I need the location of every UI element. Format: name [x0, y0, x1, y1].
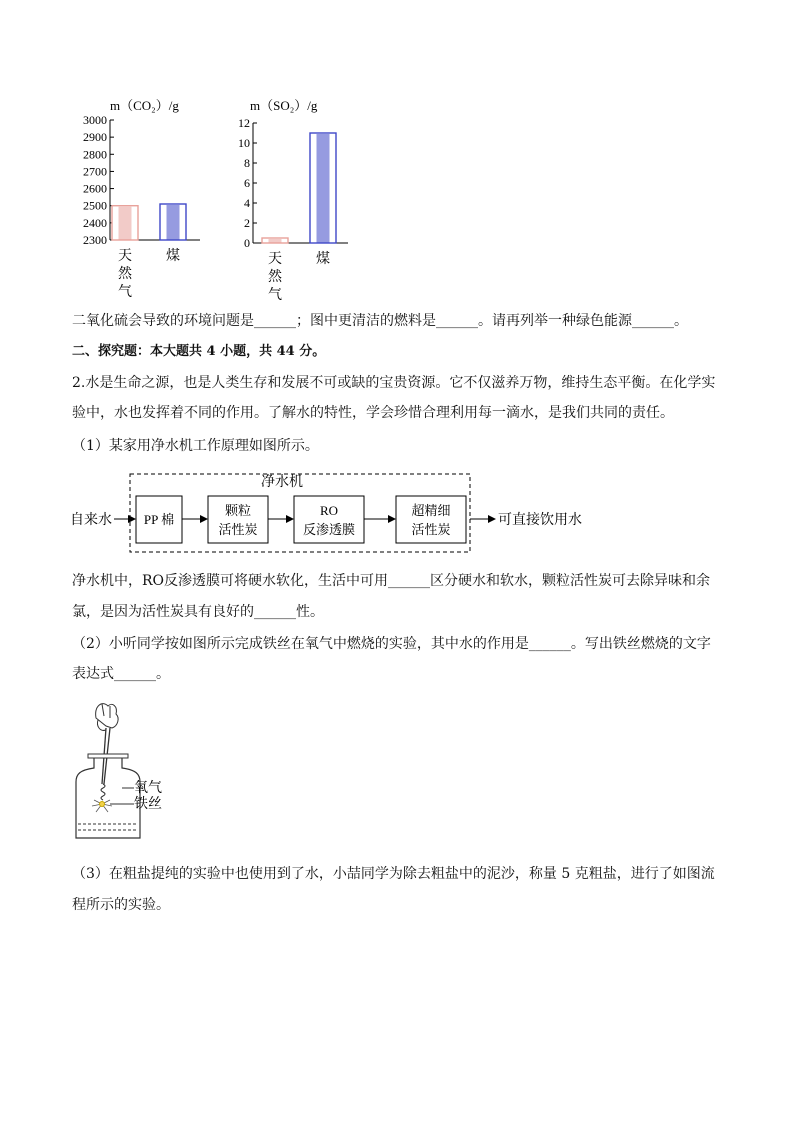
so2-tick-label: 6 [244, 176, 250, 190]
q2-part-1: （1）某家用净水机工作原理如图所示。 [72, 438, 319, 454]
combustion-charts [60, 90, 380, 310]
iron-combustion-apparatus [66, 696, 186, 851]
so2-tick-label: 0 [244, 236, 250, 250]
so2-y-ticks [238, 116, 257, 250]
so2-bars [262, 133, 336, 243]
so2-tick-label: 8 [244, 156, 250, 170]
co2-bar-shade-0 [119, 207, 132, 240]
so2-bar-shade-0 [269, 239, 282, 243]
so2-category-label: 煤 [316, 251, 330, 267]
purifier-title: 净水机 [261, 474, 303, 490]
so2-tick-label: 12 [238, 116, 250, 130]
co2-bars [112, 204, 186, 240]
so2-category-label: 气 [268, 287, 282, 303]
burning-point [100, 802, 105, 807]
stage-ro-membrane-l2: 反渗透膜 [302, 523, 356, 538]
so2-chart [238, 98, 348, 303]
q2-part-3-line-1: （3）在粗盐提纯的实验中也使用到了水，小喆同学为除去粗盐中的泥沙，称量 5 克粗盐，进行了如图流 [72, 866, 715, 882]
q2-intro-line-2: 验中，水也发挥着不同的作用。了解水的特性，学会珍惜合理利用每一滴水，是我们共同的责任。 [72, 405, 674, 421]
co2-chart [83, 98, 200, 300]
q2-part-1-answer-2: 氯，是因为活性炭具有良好的______性。 [72, 604, 324, 620]
so2-tick-label: 2 [244, 216, 250, 230]
so2-category-label: 然 [268, 269, 282, 285]
co2-tick-label: 3000 [83, 113, 107, 127]
output-label: 可直接饮用水 [498, 512, 582, 528]
cover-plate [88, 754, 128, 758]
co2-tick-label: 2300 [83, 233, 107, 247]
co2-tick-label: 2400 [83, 215, 107, 230]
water-purifier-diagram [70, 468, 610, 558]
so2-tick-label: 10 [238, 136, 250, 150]
question-1-line: 二氧化硫会导致的环境问题是______；图中更清洁的燃料是______。请再列举一种绿色能源______。 [72, 313, 688, 329]
co2-category-label: 天 [118, 248, 132, 264]
stage-granular-carbon-l1: 颗粒 [224, 504, 252, 519]
input-label: 自来水 [70, 512, 112, 528]
q2-part-1-answer-1: 净水机中，RO反渗透膜可将硬水软化，生活中可用______区分硬水和软水，颗粒活性炭可去除异味和余 [72, 573, 711, 589]
q2-part-3-line-2: 程所示的实验。 [72, 897, 170, 913]
co2-tick-label: 2800 [83, 147, 107, 162]
wire-label: 铁丝 [134, 796, 162, 812]
so2-categories [268, 250, 330, 303]
so2-tick-label: 4 [244, 196, 250, 210]
stage-fine-carbon-l1: 超精细 [411, 504, 451, 519]
hand-icon [96, 704, 118, 731]
co2-category-label: 气 [118, 284, 132, 300]
section-2-heading: 二、探究题：本大题共 4 小题，共 44 分。 [72, 344, 326, 359]
so2-category-label: 天 [268, 251, 282, 267]
q2-part-2-line-2: 表达式______。 [72, 666, 170, 682]
so2-axis-label: m（SO₂）/g [250, 98, 318, 113]
so2-bar-shade-1 [317, 134, 330, 243]
co2-y-ticks [83, 113, 114, 247]
q2-part-2-line-1: （2）小听同学按如图所示完成铁丝在氧气中燃烧的实验，其中水的作用是______。写出铁丝燃烧的文字 [72, 636, 711, 652]
iron-wire-coil [101, 784, 105, 800]
co2-tick-label: 2900 [83, 130, 107, 145]
stage-ro-membrane-l1: RO [319, 503, 339, 518]
co2-categories [118, 247, 180, 300]
co2-axis-label: m（CO₂）/g [110, 98, 179, 113]
co2-tick-label: 2700 [83, 164, 107, 179]
oxygen-label: 氧气 [134, 780, 162, 796]
q2-intro-line-1: 2.水是生命之源，也是人类生存和发展不可或缺的宝贵资源。它不仅滋养万物，维持生态平衡。在化学实 [72, 375, 716, 391]
stage-fine-carbon-l2: 活性炭 [411, 523, 451, 538]
co2-tick-label: 2600 [83, 181, 107, 196]
co2-category-label: 然 [118, 266, 132, 282]
co2-category-label: 煤 [166, 248, 180, 264]
gas-jar [76, 758, 140, 838]
stage-pp-cotton-label: PP 棉 [143, 512, 175, 527]
co2-tick-label: 2500 [83, 198, 107, 213]
co2-bar-shade-1 [167, 205, 180, 240]
stage-granular-carbon-l2: 活性炭 [218, 523, 258, 538]
